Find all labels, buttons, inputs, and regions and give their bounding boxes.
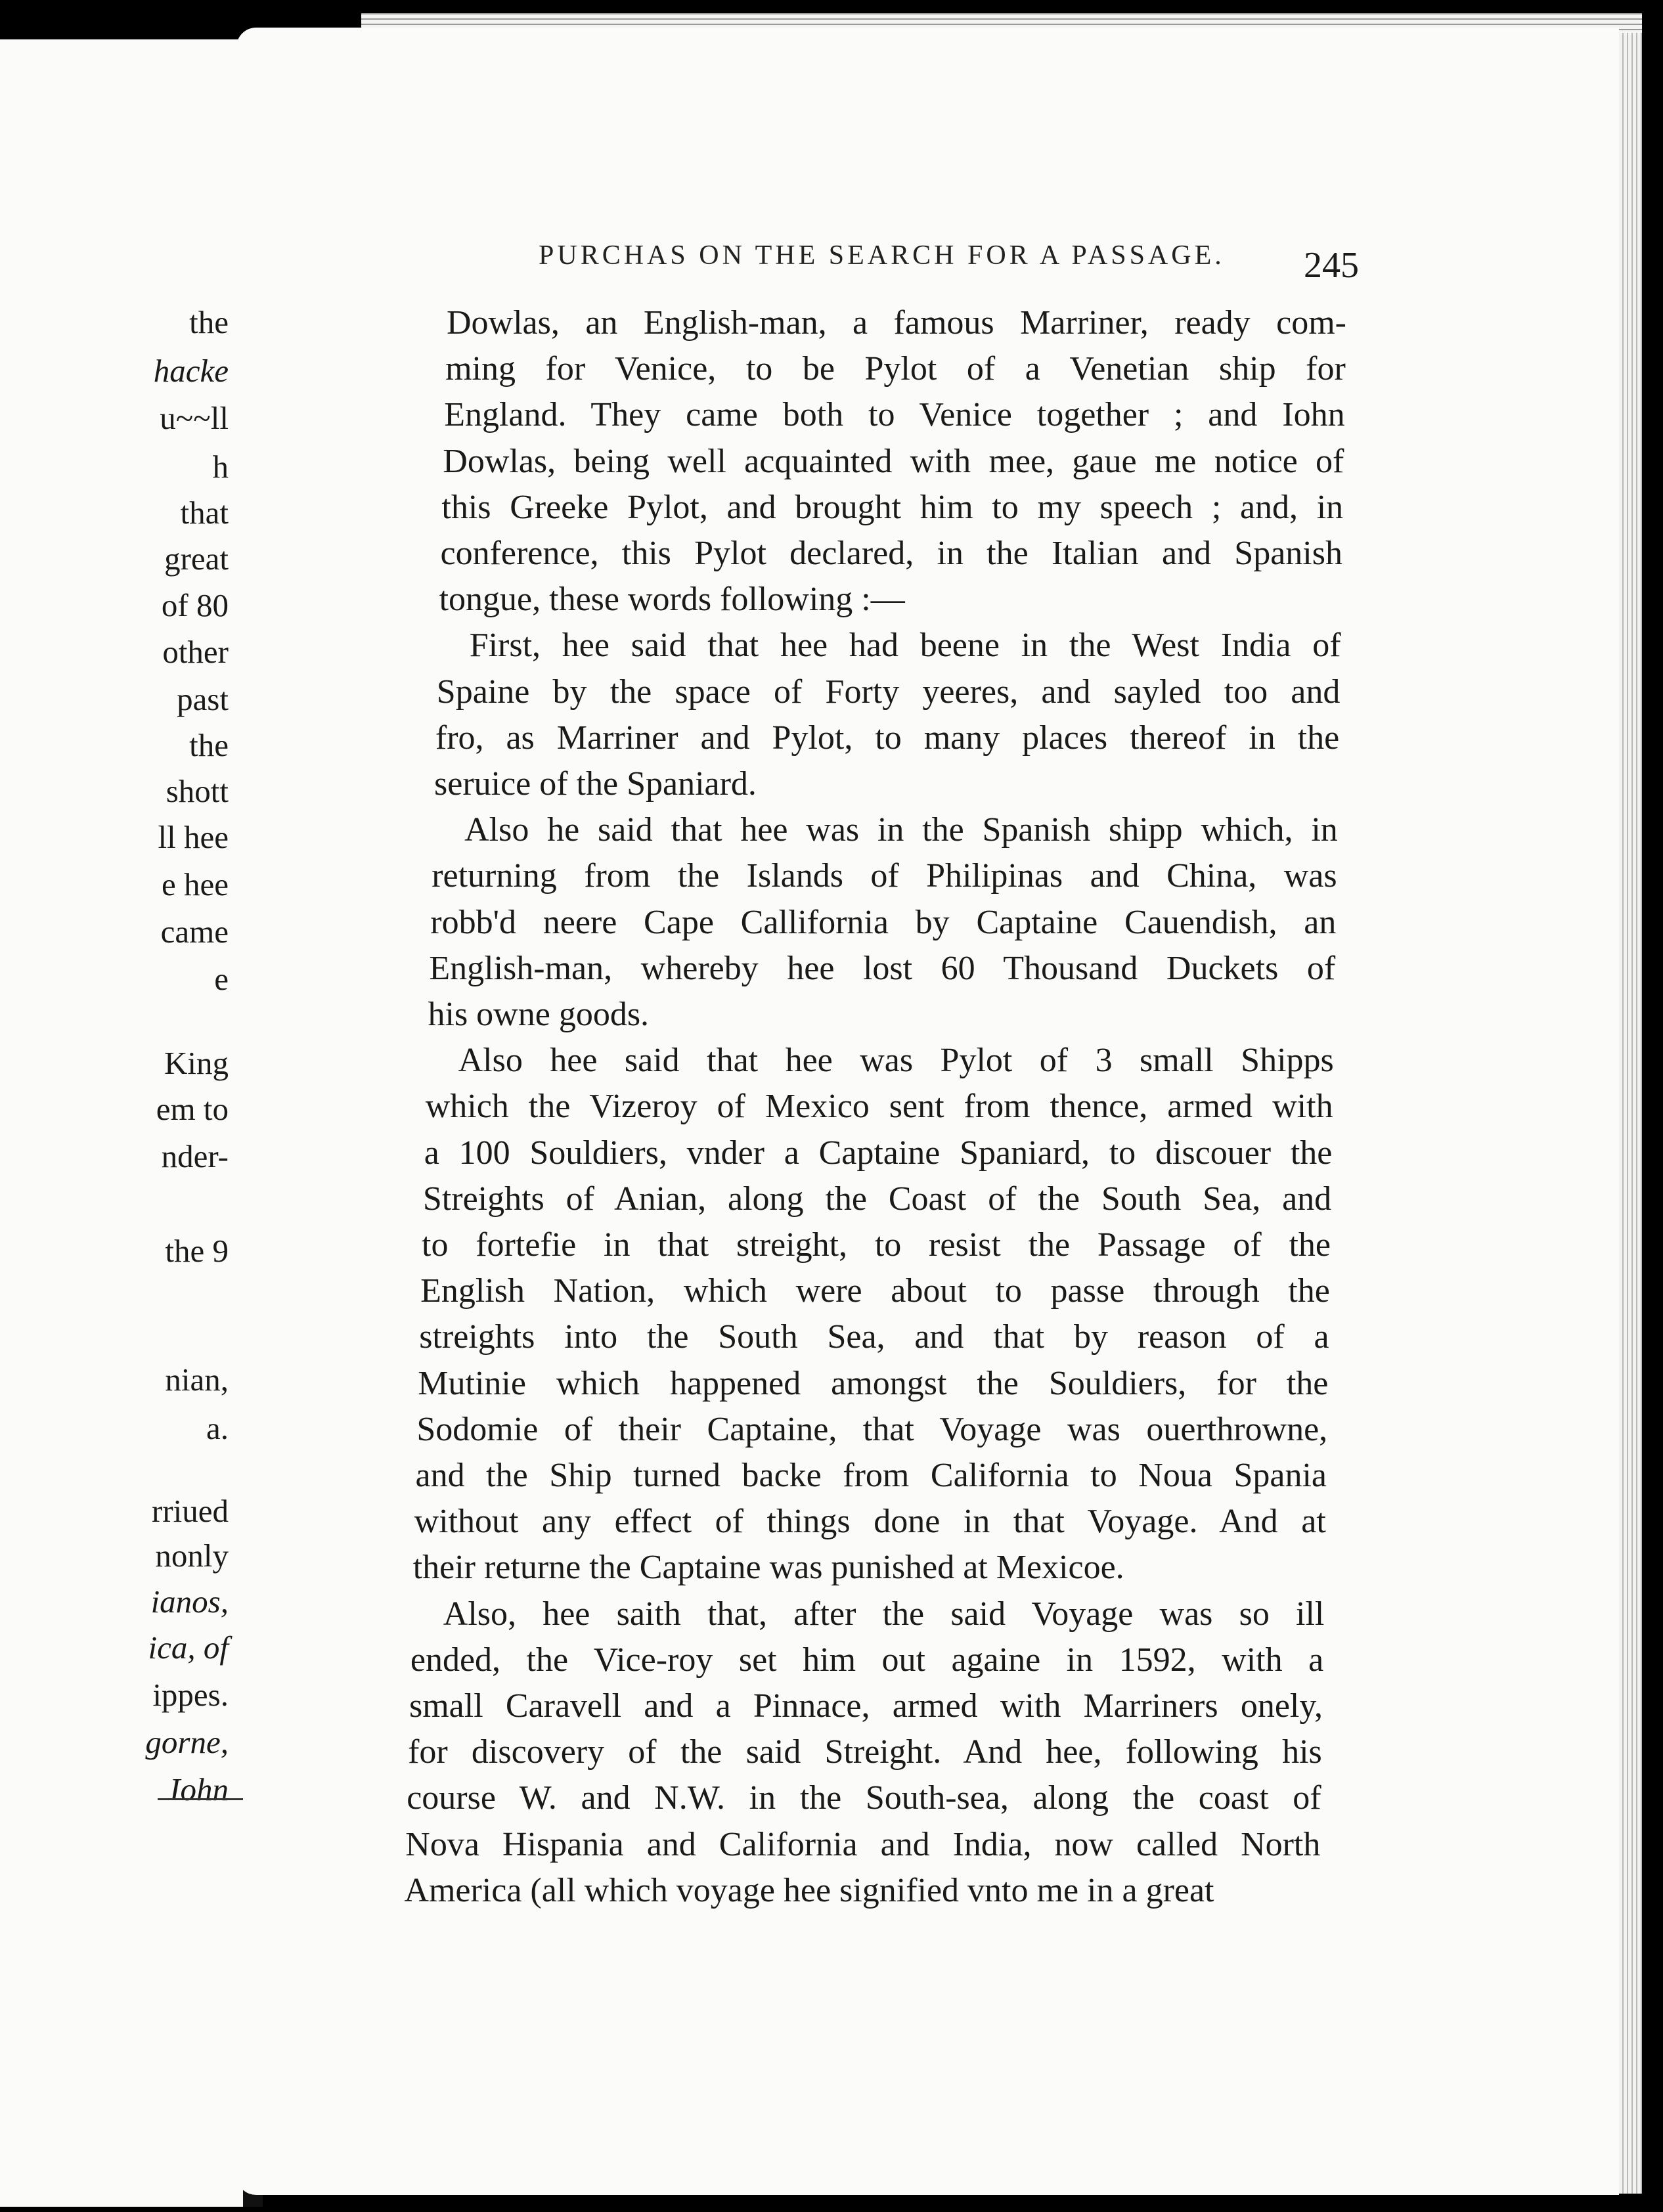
left-page-text-fragment: h <box>212 449 229 485</box>
body-text-line: his owne goods. <box>428 996 650 1033</box>
left-page-text-fragment: came <box>160 914 229 950</box>
body-text-line: this Greeke Pylot, and brought him to my speech ; and, in <box>441 488 1344 526</box>
body-text-line: England. They came both to Venice together ; and Iohn <box>444 396 1345 434</box>
left-page-text-fragment: ippes. <box>152 1677 229 1713</box>
left-page-text-fragment: other <box>162 634 229 670</box>
left-page-text-fragment: hacke <box>153 353 229 389</box>
body-text-line: without any effect of things done in that Voyage. And at <box>414 1503 1326 1541</box>
body-text-line: returning from the Islands of Philipinas and China, was <box>432 857 1337 895</box>
left-page-text-fragment: ica, of <box>148 1629 229 1666</box>
left-page-text-fragment: nian, <box>165 1361 229 1398</box>
body-text-line: for discovery of the said Streight. And hee, following his <box>408 1733 1322 1771</box>
body-text-line: First, hee said that hee had beene in the West India of <box>469 627 1341 665</box>
left-page-text-fragment: great <box>164 541 229 577</box>
left-page-text-fragment: nonly <box>155 1537 229 1574</box>
body-text-line: Sodomie of their Captaine, that Voyage was ouerthrowne, <box>416 1410 1328 1448</box>
body-text-line: course W. and N.W. in the South-sea, along the coast of <box>407 1779 1321 1817</box>
footnote-rule <box>158 1798 243 1800</box>
body-text-line: their returne the Captaine was punished at Mexicoe. <box>412 1549 1124 1587</box>
left-page-text-fragment: the 9 <box>165 1233 229 1269</box>
left-page-text-fragment: e hee <box>162 866 229 902</box>
left-page-text-fragment: the <box>189 727 229 763</box>
body-text-line: streights into the South Sea, and that by reason of a <box>419 1318 1329 1356</box>
left-page-text-fragment: Iohn <box>169 1771 229 1807</box>
body-text-line: to fortefie in that streight, to resist the Passage of the <box>422 1226 1331 1264</box>
left-page-text-fragment: of 80 <box>161 587 229 623</box>
body-text-line: Also, hee saith that, after the said Voyage was so ill <box>443 1595 1325 1633</box>
left-page-text-fragment: past <box>177 681 229 717</box>
left-page-text-fragment: King <box>164 1045 229 1081</box>
running-header: PURCHAS ON THE SEARCH FOR A PASSAGE. <box>539 240 1225 271</box>
body-text-line: conference, this Pylot declared, in the Italian and Spanish <box>440 535 1342 572</box>
body-text-line: Streights of Anian, along the Coast of the South Sea, and <box>422 1180 1332 1218</box>
body-text-line: seruice of the Spaniard. <box>434 765 757 803</box>
left-page-text-fragment: nder- <box>161 1138 229 1174</box>
left-page-text-fragment: u~~ll <box>160 400 229 436</box>
body-text-line: fro, as Marriner and Pylot, to many places thereof in the <box>435 719 1340 757</box>
body-text-line: English-man, whereby hee lost 60 Thousand Duckets of <box>429 949 1336 987</box>
body-text-line: ended, the Vice-roy set him out againe in 1592, with a <box>410 1641 1324 1679</box>
body-text-line: robb'd neere Cape Callifornia by Captaine Cauendish, an <box>430 903 1337 941</box>
left-page-text-fragment: e <box>214 961 229 997</box>
body-text-line: Dowlas, being well acquainted with mee, gaue me notice of <box>443 442 1344 480</box>
body-text-line: Dowlas, an English-man, a famous Marriner, ready com- <box>447 304 1346 342</box>
page-number: 245 <box>1304 245 1359 286</box>
body-text-line: ming for Venice, to be Pylot of a Venetian ship for <box>445 350 1346 388</box>
body-text-line: Mutinie which happened amongst the Souldiers, for the <box>418 1364 1329 1402</box>
left-page-text-fragment: shott <box>166 773 229 809</box>
left-page-text-fragment: rriued <box>152 1493 229 1529</box>
body-text-line: small Caravell and a Pinnace, armed with Marriners onely, <box>409 1687 1323 1725</box>
left-page-text-fragment: that <box>180 495 229 531</box>
body-text-line: tongue, these words following :— <box>439 581 905 619</box>
body-text-line: English Nation, which were about to passe through the <box>420 1272 1330 1310</box>
left-page-text-fragment: the <box>189 304 229 340</box>
body-text-line: which the Vizeroy of Mexico sent from thence, armed with <box>425 1088 1333 1126</box>
body-text-line: a 100 Souldiers, vnder a Captaine Spaniard, to discouer the <box>424 1134 1333 1172</box>
left-page-text-fragment: ianos, <box>150 1583 229 1620</box>
body-text-line: Also he said that hee was in the Spanish shipp which, in <box>464 811 1338 849</box>
body-text-line: Nova Hispania and California and India, now called North <box>405 1825 1321 1863</box>
body-text-line: Spaine by the space of Forty yeeres, and sayled too and <box>436 673 1341 711</box>
body-text-line: Also hee said that hee was Pylot of 3 small Shipps <box>458 1042 1334 1080</box>
left-page-text-fragment: ll hee <box>158 819 229 855</box>
left-page-text-fragment: gorne, <box>145 1724 229 1760</box>
left-page-text-fragment: em to <box>156 1091 229 1127</box>
body-text-line: and the Ship turned backe from California to Noua Spania <box>415 1457 1327 1494</box>
body-text-line: America (all which voyage hee signified vnto me in a great <box>404 1871 1214 1909</box>
left-page-text-fragment: a. <box>206 1410 229 1446</box>
